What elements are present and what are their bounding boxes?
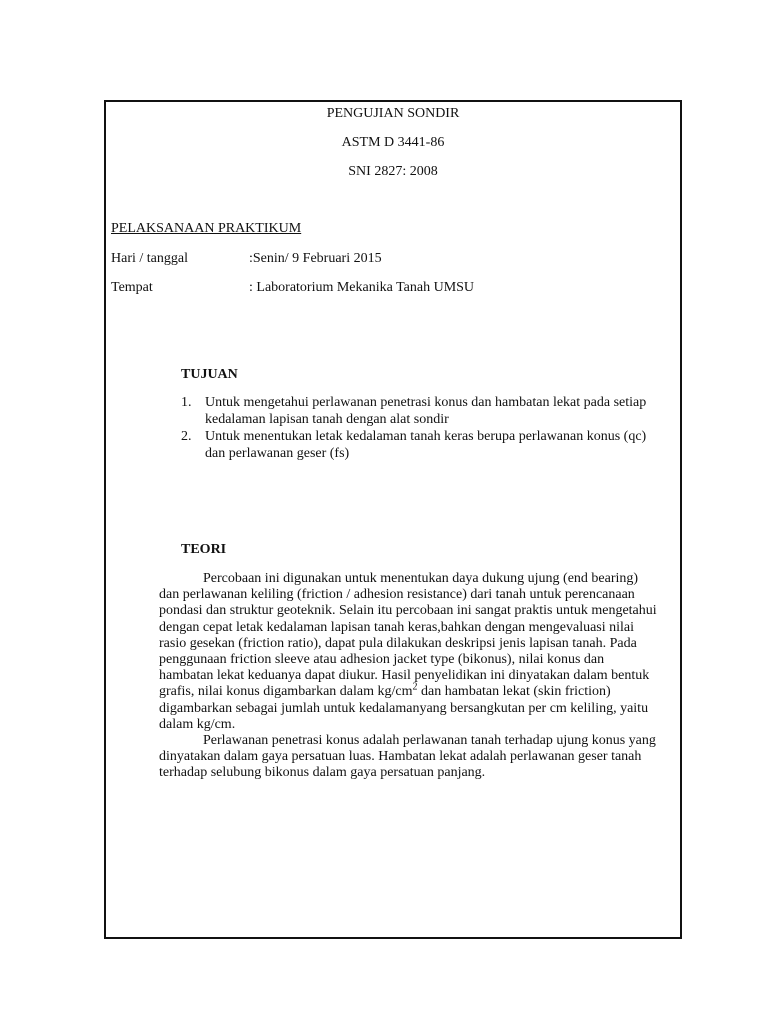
date-label: Hari / tanggal bbox=[111, 251, 188, 266]
list-item-number: 1. bbox=[181, 395, 192, 410]
superscript: 2 bbox=[412, 681, 418, 693]
list-item-text: Untuk mengetahui perlawanan penetrasi konus dan hambatan lekat pada setiap kedalaman lapisan tanah dengan alat sondir bbox=[205, 395, 647, 427]
document-title: PENGUJIAN SONDIR bbox=[326, 106, 460, 121]
document-frame bbox=[104, 100, 682, 939]
teori-paragraph-1 bbox=[159, 571, 659, 733]
teori-body bbox=[159, 571, 659, 782]
date-value: :Senin/ 9 Februari 2015 bbox=[249, 251, 382, 266]
list-item bbox=[181, 428, 661, 462]
list-item-text: Untuk menentukan letak kedalaman tanah keras berupa perlawanan konus (qc) dan perlawanan geser (fs) bbox=[205, 429, 647, 461]
list-item bbox=[181, 394, 661, 428]
teori-heading: TEORI bbox=[181, 542, 227, 557]
standard-sni: SNI 2827: 2008 bbox=[348, 164, 438, 179]
teori-paragraph-1-text: Percobaan ini digunakan untuk menentukan daya dukung ujung (end bearing) dan perlawanan keliling (friction / adhesion resistance) dari tanah untuk perencanaan pondasi dan struktur geoteknik. Selain itu percobaan ini sangat praktis untuk mengetahui dengan cepat letak kedalaman lapisan tanah keras,bahkan dengan mengevaluasi nilai rasio gesekan (friction ratio), dapat pula dilakukan deskripsi jenis lapisan tanah. Pada penggunaan friction sleeve atau adhesion jacket type (bikonus), nilai konus dan hambatan lekat keduanya dapat diukur. Hasil penyelidikan ini dinyatakan dalam bentuk grafis, nilai konus digambarkan dalam kg/cm bbox=[159, 571, 657, 700]
tujuan-heading: TUJUAN bbox=[181, 367, 238, 382]
teori-paragraph-2: Perlawanan penetrasi konus adalah perlawanan tanah terhadap ujung konus yang dinyatakan dalam gaya persatuan luas. Hambatan lekat adalah perlawanan geser tanah terhadap selubung bikonus dalam gaya persatuan panjang. bbox=[159, 733, 656, 781]
place-label: Tempat bbox=[111, 280, 153, 295]
standard-astm: ASTM D 3441-86 bbox=[341, 135, 445, 150]
teori-paragraph-1-text-cont: dan hambatan lekat (skin friction) digambarkan sebagai jumlah untuk kedalamanyang bersangkutan per cm keliling, yaitu dalam kg/cm. bbox=[159, 684, 649, 732]
tujuan-list bbox=[181, 394, 661, 462]
pelaksanaan-heading: PELAKSANAAN PRAKTIKUM bbox=[111, 221, 302, 236]
list-item-number: 2. bbox=[181, 429, 192, 444]
place-value: : Laboratorium Mekanika Tanah UMSU bbox=[249, 280, 475, 295]
